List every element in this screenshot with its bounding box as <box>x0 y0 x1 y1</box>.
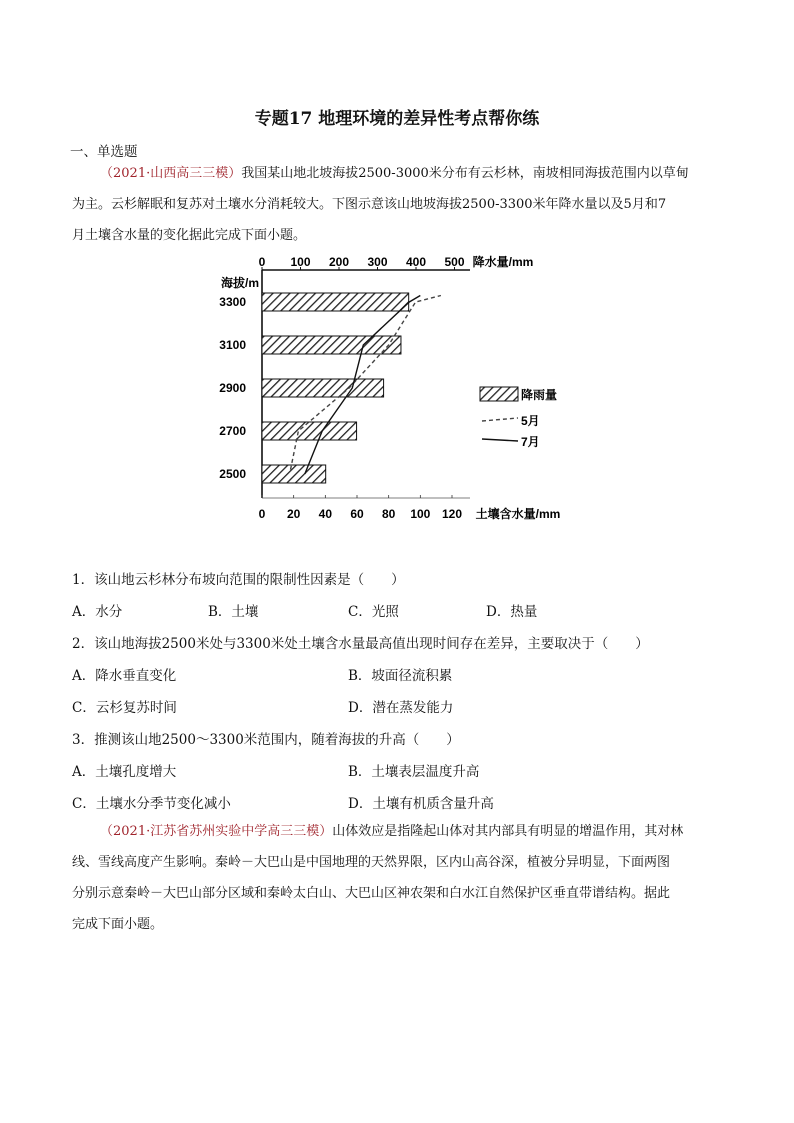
passage-2-source: （2021·江苏省苏州实验中学高三三模） <box>100 824 333 839</box>
bottom-tick-label: 40 <box>318 507 333 521</box>
precipitation-bar <box>262 293 409 311</box>
q3-option-d: D．土壤有机质含量升高 <box>348 796 494 812</box>
passage-1-line-2: 为主。云杉解眠和复苏对土壤水分消耗较大。下图示意该山地坡海拔2500-3300米年降水量以及5月和7 <box>72 197 667 212</box>
top-axis-title: 降水量/mm <box>472 255 534 269</box>
question-2-stem: 2．该山地海拔2500米处与3300米处土壤含水量最高值出现时间存在差异，主要取决于（ ） <box>72 636 649 652</box>
q1-option-c: C．光照 <box>348 604 399 620</box>
legend-may-label: 5月 <box>521 414 540 428</box>
legend-rain-swatch <box>480 387 518 401</box>
precipitation-bar <box>262 379 384 397</box>
precipitation-bar <box>262 465 326 483</box>
passage-2 <box>72 816 724 940</box>
legend-july-label: 7月 <box>521 435 540 449</box>
q2-option-d: D．潜在蒸发能力 <box>348 700 454 716</box>
q3-option-c: C．土壤水分季节变化减小 <box>72 796 231 812</box>
top-tick-label: 0 <box>258 255 266 269</box>
y-tick-label: 2900 <box>219 381 246 395</box>
top-tick-label: 500 <box>444 255 465 269</box>
passage-1-line-1: （2021·山西高三三模）我国某山地北坡海拔2500-3000米分布有云杉林，南坡相同海拔范围内以草甸 <box>100 166 689 181</box>
passage-1 <box>72 158 724 251</box>
question-3-stem: 3．推测该山地2500～3300米范围内，随着海拔的升高（ ） <box>72 732 460 748</box>
passage-2-line-1: （2021·江苏省苏州实验中学高三三模）山体效应是指隆起山体对其内部具有明显的增温作用，其对林 <box>100 824 684 839</box>
section-heading: 一、单选题 <box>70 144 138 160</box>
q1-option-a: A．水分 <box>72 604 123 620</box>
question-1-stem: 1．该山地云杉林分布坡向范围的限制性因素是（ ） <box>72 572 405 588</box>
bottom-tick-label: 60 <box>350 507 364 521</box>
bottom-tick-label: 0 <box>258 507 266 521</box>
passage-1-line-3: 月土壤含水量的变化据此完成下面小题。 <box>72 228 307 243</box>
y-tick-label: 2700 <box>219 424 246 438</box>
bottom-tick-label: 20 <box>286 507 301 521</box>
elevation-precipitation-chart <box>200 255 600 530</box>
bottom-tick-label: 120 <box>441 507 463 521</box>
q2-option-c: C．云杉复苏时间 <box>72 700 177 716</box>
passage-2-line-3: 分别示意秦岭－大巴山部分区域和秦岭太白山、大巴山区神农架和白水江自然保护区垂直带谱结构。据此 <box>72 886 671 901</box>
legend-july-swatch <box>482 439 518 441</box>
y-tick-label: 3100 <box>219 338 246 352</box>
bottom-tick-label: 100 <box>410 507 431 521</box>
page-title: 专题17 地理环境的差异性考点帮你练 <box>254 109 540 129</box>
top-tick-label: 300 <box>367 255 388 269</box>
q3-option-a: A．土壤孔度增大 <box>72 764 177 780</box>
passage-2-line-2: 线、雪线高度产生影响。秦岭－大巴山是中国地理的天然界限，区内山高谷深，植被分异明显，下面两图 <box>72 855 671 870</box>
y-tick-label: 2500 <box>219 467 246 481</box>
precipitation-bar <box>262 422 357 440</box>
top-tick-label: 400 <box>405 255 427 269</box>
top-tick-label: 100 <box>290 255 311 269</box>
top-tick-label: 200 <box>328 255 350 269</box>
bottom-axis-title: 土壤含水量/mm <box>475 507 561 521</box>
legend-may-swatch <box>482 418 518 421</box>
q2-option-a: A．降水垂直变化 <box>72 668 177 684</box>
q3-option-b: B．土壤表层温度升高 <box>348 764 480 780</box>
bottom-tick-label: 80 <box>381 507 396 521</box>
q2-option-b: B．坡面径流积累 <box>348 668 453 684</box>
q1-option-b: B．土壤 <box>208 604 259 620</box>
passage-1-source: （2021·山西高三三模） <box>100 166 242 181</box>
q1-option-d: D．热量 <box>486 604 538 620</box>
precipitation-bar <box>262 336 401 354</box>
legend-rain-label: 降雨量 <box>521 388 558 402</box>
y-tick-label: 3300 <box>219 295 246 309</box>
y-axis-title: 海拔/m <box>220 276 260 290</box>
passage-2-line-4: 完成下面小题。 <box>72 917 164 932</box>
